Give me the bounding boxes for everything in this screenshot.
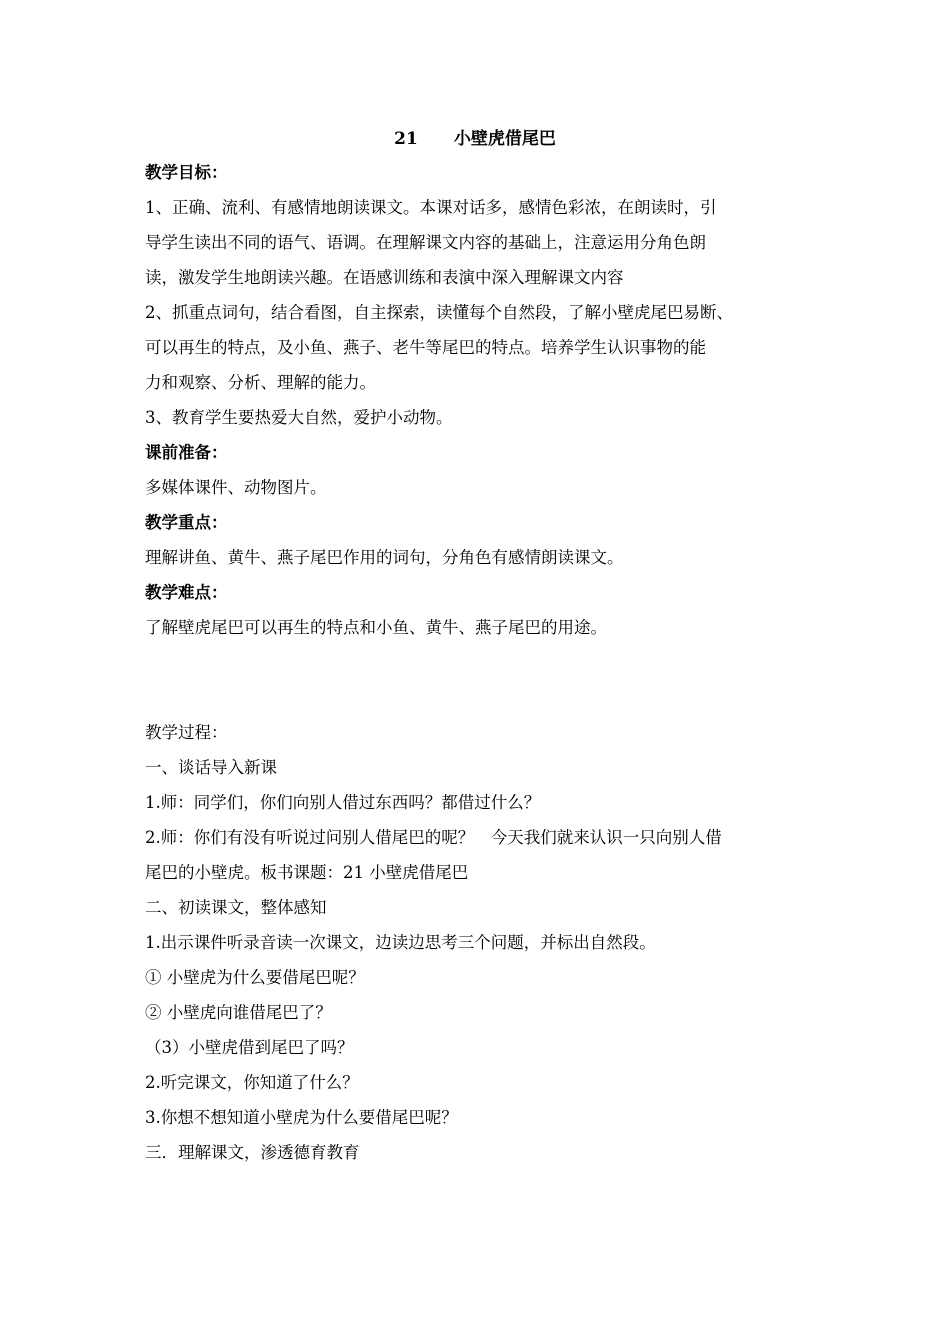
process-line: 三．理解课文，渗透德育教育 <box>145 1143 360 1162</box>
key-points-text: 理解讲鱼、黄牛、燕子尾巴作用的词句，分角色有感情朗读课文。 <box>145 548 624 567</box>
objectives-heading: 教学目标： <box>145 163 228 182</box>
lesson-title <box>0 127 950 151</box>
lesson-plan-header-section <box>145 155 825 645</box>
objectives-line: 导学生读出不同的语气、语调。在理解课文内容的基础上，注意运用分角色朗 <box>145 233 706 252</box>
preparation-text: 多媒体课件、动物图片。 <box>145 478 327 497</box>
difficulties-heading: 教学难点： <box>145 583 228 602</box>
process-line: 2.听完课文，你知道了什么？ <box>145 1073 359 1092</box>
process-line: 1.出示课件听录音读一次课文，边读边思考三个问题，并标出自然段。 <box>145 933 656 952</box>
process-line: 二、初读课文，整体感知 <box>145 898 327 917</box>
process-line: ① 小壁虎为什么要借尾巴呢？ <box>145 968 365 987</box>
preparation-heading: 课前准备： <box>145 443 228 462</box>
process-line: 1.师：同学们，你们向别人借过东西吗？都借过什么？ <box>145 793 541 812</box>
teaching-process-section <box>145 715 825 1170</box>
process-line: 2.师：你们有没有听说过问别人借尾巴的呢？ 今天我们就来认识一只向别人借 <box>145 828 722 847</box>
objectives-line: 力和观察、分析、理解的能力。 <box>145 373 376 392</box>
objectives-line: 读，激发学生地朗读兴趣。在语感训练和表演中深入理解课文内容 <box>145 268 624 287</box>
process-line: 3.你想不想知道小壁虎为什么要借尾巴呢？ <box>145 1108 458 1127</box>
objectives-line: 可以再生的特点，及小鱼、燕子、老牛等尾巴的特点。培养学生认识事物的能 <box>145 338 706 357</box>
difficulties-text: 了解壁虎尾巴可以再生的特点和小鱼、黄牛、燕子尾巴的用途。 <box>145 618 607 637</box>
process-line: 一、谈话导入新课 <box>145 758 277 777</box>
process-line: 尾巴的小壁虎。板书课题：21 小壁虎借尾巴 <box>145 863 469 882</box>
objectives-line: 2、抓重点词句，结合看图，自主探索，读懂每个自然段，了解小壁虎尾巴易断、 <box>145 303 733 322</box>
process-heading: 教学过程： <box>145 723 228 742</box>
lesson-number: 21 <box>394 129 418 149</box>
process-line: ② 小壁虎向谁借尾巴了？ <box>145 1003 332 1022</box>
lesson-title-text: 小壁虎借尾巴 <box>453 129 556 149</box>
process-line: （3）小壁虎借到尾巴了吗？ <box>145 1038 354 1057</box>
objectives-line: 3、教育学生要热爱大自然，爱护小动物。 <box>145 408 453 427</box>
objectives-line: 1、正确、流利、有感情地朗读课文。本课对话多，感情色彩浓，在朗读时，引 <box>145 198 717 217</box>
key-points-heading: 教学重点： <box>145 513 228 532</box>
